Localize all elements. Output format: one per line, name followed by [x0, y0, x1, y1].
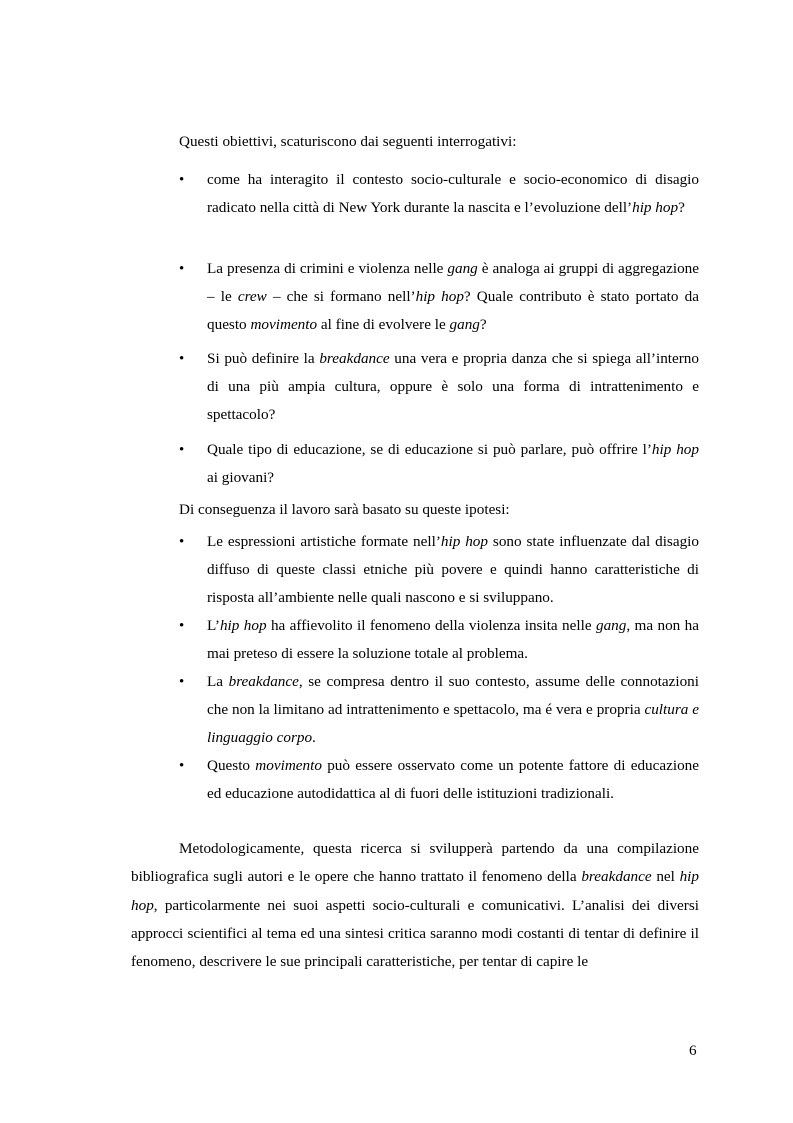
- bullet-icon: •: [179, 261, 185, 277]
- hypothesis-item-3: [179, 668, 699, 752]
- bullet-icon: •: [179, 534, 185, 550]
- bullet-icon: •: [179, 674, 185, 690]
- hypothesis-item-2: [179, 612, 699, 668]
- bullet-icon: •: [179, 442, 185, 458]
- page-number: 6: [689, 1042, 697, 1059]
- question-text: Si può definire la breakdance una vera e propria danza che si spiega all’interno di una più ampia cultura, oppure è solo una forma di intrattenimento e spettacolo?: [207, 350, 699, 423]
- question-text: Quale tipo di educazione, se di educazione si può parlare, può offrire l’hip hop ai giovani?: [207, 441, 699, 486]
- hypothesis-item-1: [179, 528, 699, 612]
- hypothesis-text: L’hip hop ha affievolito il fenomeno della violenza insita nelle gang, ma non ha mai preteso di essere la soluzione totale al problema.: [207, 617, 699, 662]
- hypothesis-text: Le espressioni artistiche formate nell’hip hop sono state influenzate dal disagio diffuso di queste classi etniche più povere e quindi hanno caratteristiche di risposta all’ambiente nelle quali nascono e si sviluppano.: [207, 533, 699, 606]
- question-text: La presenza di crimini e violenza nelle gang è analoga ai gruppi di aggregazione – le crew – che si formano nell’hip hop? Quale contributo è stato portato da questo movimento al fine di evolvere le gang?: [207, 260, 699, 333]
- hypotheses-intro: Di conseguenza il lavoro sarà basato su queste ipotesi:: [179, 501, 510, 518]
- hypothesis-text: Questo movimento può essere osservato come un potente fattore di educazione ed educazione autodidattica al di fuori delle istituzioni tradizionali.: [207, 757, 700, 802]
- question-text: come ha interagito il contesto socio-culturale e socio-economico di disagio radicato nella città di New York durante la nascita e l’evoluzione dell’hip hop?: [207, 171, 699, 216]
- bullet-icon: •: [179, 618, 185, 634]
- methodology-paragraph: Metodologicamente, questa ricerca si svilupperà partendo da una compilazione bibliografica sugli autori e le opere che hanno trattato il fenomeno della breakdance nel hip hop, particolarmente nei suoi aspetti socio-culturali e comunicativi. L’analisi dei diversi approcci scientifici al tema ed una sintesi critica saranno modi costanti di tentar di definire il fenomeno, descrivere le sue principali caratteristiche, per tentar di capire le: [131, 840, 699, 971]
- question-item-2: [179, 255, 699, 339]
- question-item-3: [179, 345, 699, 429]
- question-item-1: [179, 166, 699, 222]
- bullet-icon: •: [179, 172, 185, 188]
- hypothesis-item-4: [179, 752, 699, 808]
- intro-line: Questi obiettivi, scaturiscono dai seguenti interrogativi:: [179, 133, 517, 150]
- question-item-4: [179, 436, 699, 492]
- bullet-icon: •: [179, 758, 185, 774]
- hypothesis-text: La breakdance, se compresa dentro il suo contesto, assume delle connotazioni che non la limitano ad intrattenimento e spettacolo, ma é vera e propria cultura e linguaggio corpo.: [207, 673, 699, 746]
- bullet-icon: •: [179, 351, 185, 367]
